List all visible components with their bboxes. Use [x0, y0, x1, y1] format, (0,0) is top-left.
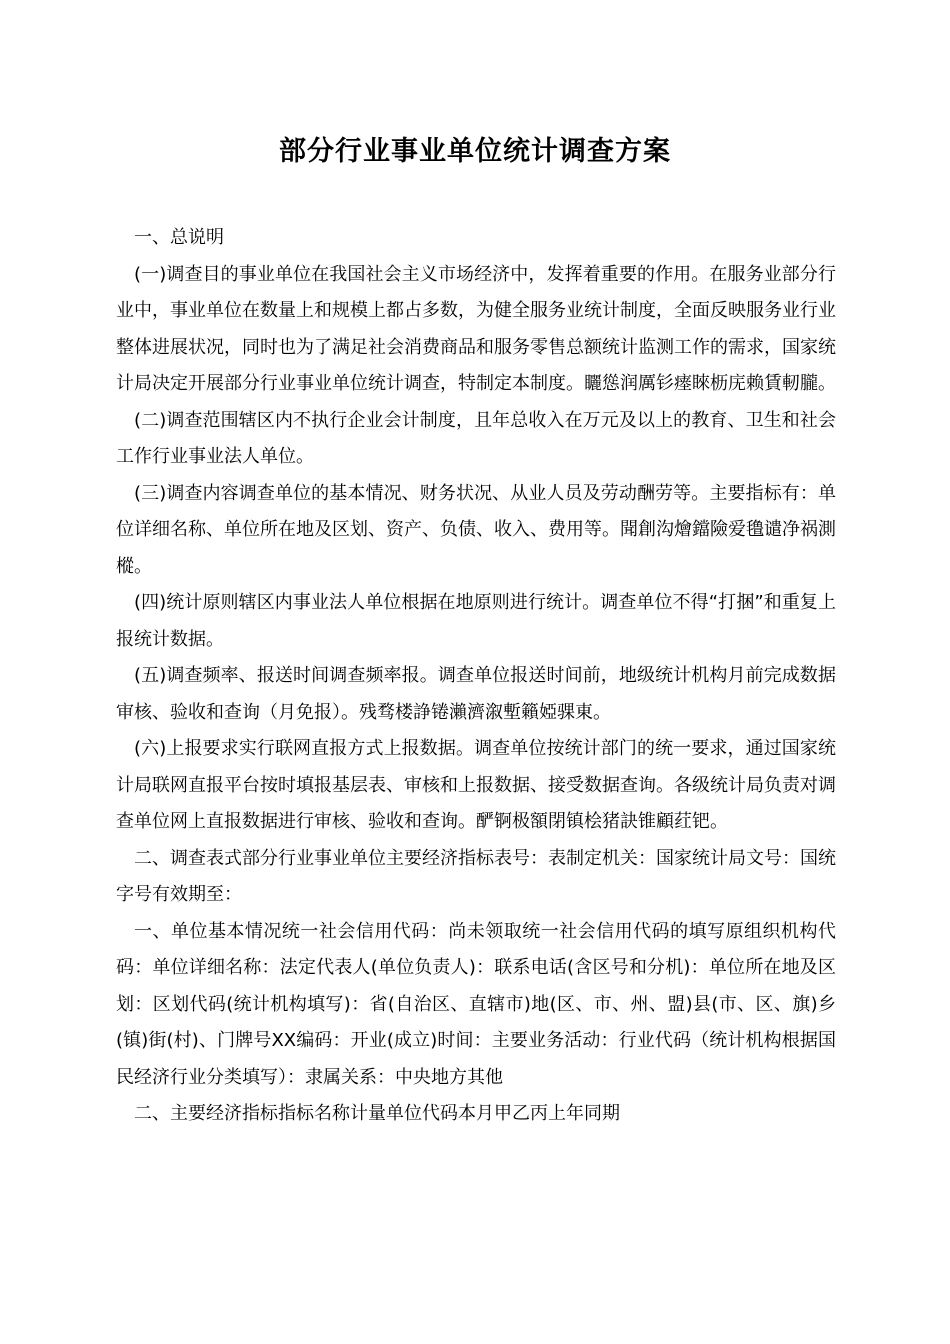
section-heading-general: 一、总说明: [134, 227, 224, 248]
paragraph-principle: (四)统计原则辖区内事业法人单位根据在地原则进行统计。调查单位不得“打捆”和重复上报统计数据。: [116, 592, 836, 650]
paragraph-requirements: (六)上报要求实行联网直报方式上报数据。调查单位按统计部门的统一要求，通过国家统计局联网直报平台按时填报基层表、审核和上报数据、接受数据查询。各级统计局负责对调查单位网上直报数据进行审核、验收和查询。酽锕极額閉镇桧猪訣锥顧荭钯。: [116, 738, 836, 832]
paragraph-basic-info: 一、单位基本情况统一社会信用代码：尚未领取统一社会信用代码的填写原组织机构代码：单位详细名称：法定代表人(单位负责人)：联系电话(含区号和分机)：单位所在地及区划：区划代码(统计机构填写)：省(自治区、直辖市)地(区、市、州、盟)县(市、区、旗)乡(镇)街(村)、门牌号XX编码：开业(成立)时间：主要业务活动：行业代码（统计机构根据国民经济行业分类填写）：隶属关系：中央地方其他: [116, 920, 836, 1088]
document-title: 部分行业事业单位统计调查方案: [279, 136, 671, 167]
section-heading-forms: 二、调查表式部分行业事业单位主要经济指标表号：表制定机关：国家统计局文号：国统字号有效期至：: [116, 847, 836, 905]
paragraph-content: (三)调查内容调查单位的基本情况、财务状况、从业人员及劳动酬劳等。主要指标有：单位详细名称、单位所在地及区划、资产、负债、收入、费用等。聞創沟燴鐺險爱氇谴净祸測樅。: [116, 482, 836, 577]
document-body: [116, 220, 836, 1133]
paragraph-scope: (二)调查范围辖区内不执行企业会计制度，且年总收入在万元及以上的教育、卫生和社会工作行业事业法人单位。: [116, 409, 836, 467]
paragraph-purpose: (一)调查目的事业单位在我国社会主义市场经济中，发挥着重要的作用。在服务业部分行业中，事业单位在数量上和规模上都占多数，为健全服务业统计制度，全面反映服务业行业整体进展状况，同时也为了满足社会消费商品和服务零售总额统计监测工作的需求，国家统计局决定开展部分行业事业单位统计调查，特制定本制度。矖慫润厲钐瘗睞枥庑赖賃軔朧。: [116, 263, 836, 394]
paragraph-indicators: 二、主要经济指标指标名称计量单位代码本月甲乙丙上年同期: [134, 1103, 620, 1124]
paragraph-frequency: (五)调查频率、报送时间调查频率报。调查单位报送时间前，地级统计机构月前完成数据审核、验收和查询（月免报）。残骛楼諍锩瀨濟溆塹籟婭骒東。: [116, 665, 836, 723]
